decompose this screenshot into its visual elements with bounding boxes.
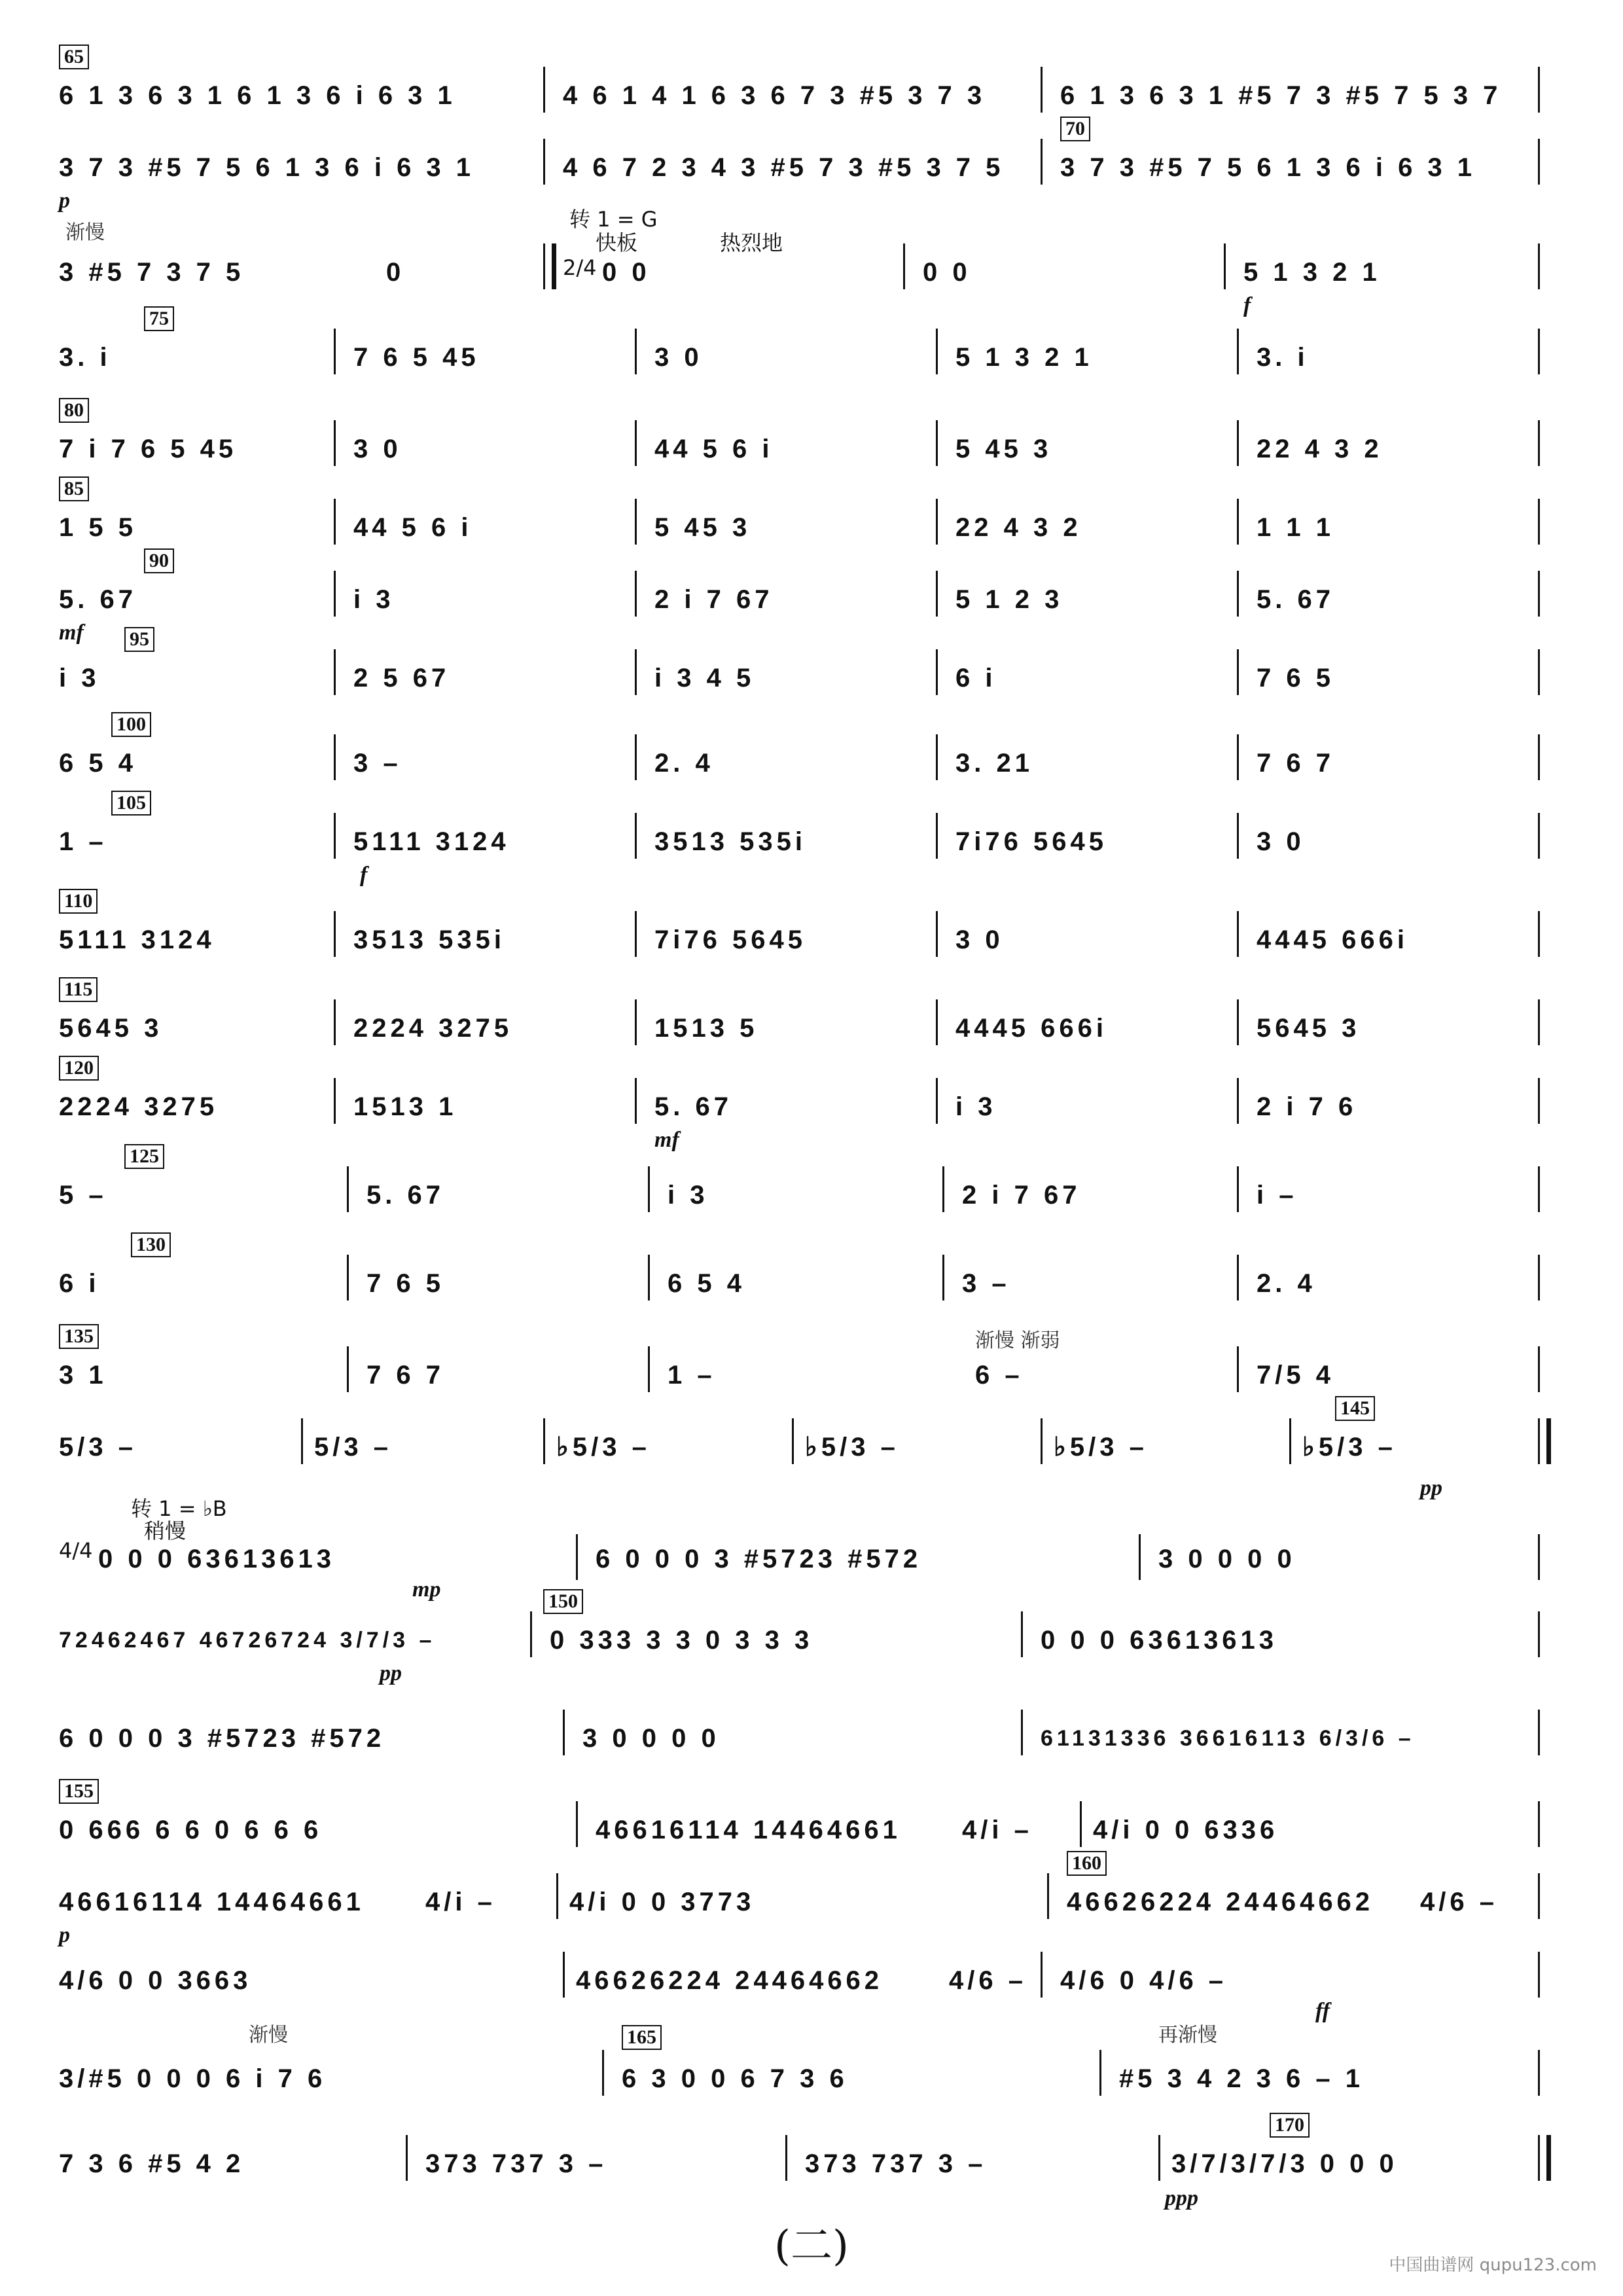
barline xyxy=(936,649,938,695)
measure: 3513 535i xyxy=(654,827,806,856)
measure: 61131336 36616113 6/3/6 – xyxy=(1041,1725,1415,1751)
measure: 44 5 6 i xyxy=(654,434,774,463)
measure-number: 85 xyxy=(59,476,89,501)
measure-number: 110 xyxy=(59,889,98,914)
barline xyxy=(942,1255,944,1300)
barline xyxy=(1538,1873,1540,1919)
barline xyxy=(1237,1346,1239,1392)
measure: 6 3 0 0 6 7 3 6 xyxy=(622,2064,848,2093)
barline xyxy=(1538,571,1540,617)
barline xyxy=(1158,2135,1160,2181)
key-change: 转 1 = ♭B xyxy=(131,1496,227,1521)
barline xyxy=(1237,813,1239,859)
barline xyxy=(936,499,938,545)
barline xyxy=(1538,1710,1540,1755)
measure: 5 1 3 2 1 xyxy=(955,342,1093,372)
measure: 4/i – xyxy=(962,1815,1033,1844)
measure: 5 45 3 xyxy=(654,512,751,542)
barline xyxy=(1538,1078,1540,1124)
measure: 3/#5 0 0 0 6 i 7 6 xyxy=(59,2064,327,2093)
measure: 1 5 5 xyxy=(59,512,137,542)
barline xyxy=(903,243,905,289)
measure: 1 1 1 xyxy=(1257,512,1334,542)
measure: 0 0 xyxy=(923,257,971,287)
measure-number: 90 xyxy=(144,548,174,573)
measure-number: 135 xyxy=(59,1324,99,1349)
barline xyxy=(334,999,336,1045)
measure: 2 i 7 67 xyxy=(654,584,774,614)
time-signature: 2/4 xyxy=(563,255,597,280)
barline xyxy=(347,1255,349,1300)
measure: 22 4 3 2 xyxy=(1257,434,1383,463)
measure: 3 – xyxy=(962,1268,1010,1298)
measure: 22 4 3 2 xyxy=(955,512,1082,542)
measure-number: 80 xyxy=(59,398,89,423)
measure: 5 45 3 xyxy=(955,434,1052,463)
measure: 6 5 4 xyxy=(668,1268,745,1298)
page-number: (二) xyxy=(774,2222,849,2270)
dynamic-mark: pp xyxy=(1420,1476,1442,1500)
system-17 xyxy=(59,1397,1564,1509)
measure: 3. 21 xyxy=(955,748,1033,778)
measure: 5645 3 xyxy=(1257,1013,1361,1043)
measure: 6 0 0 0 3 #5723 #572 xyxy=(596,1544,922,1573)
measure: 3 0 xyxy=(955,925,1004,954)
measure: 0 0 0 63613613 xyxy=(1041,1625,1278,1655)
barline xyxy=(792,1418,794,1464)
tempo-label: 渐慢 xyxy=(65,221,105,244)
system-12 xyxy=(59,978,1564,1090)
measure: 4/i – xyxy=(425,1887,496,1916)
system-19 xyxy=(59,1590,1564,1702)
barline xyxy=(334,420,336,466)
watermark: 中国曲谱网 qupu123.com xyxy=(1389,2255,1597,2275)
measure: 3 0 xyxy=(1257,827,1305,856)
measure: 3 0 0 0 0 xyxy=(1158,1544,1296,1573)
measure: 7 i 7 6 5 45 xyxy=(59,434,238,463)
measure: 5111 3124 xyxy=(353,827,510,856)
barline xyxy=(576,1801,578,1847)
barline xyxy=(1538,999,1540,1045)
barline xyxy=(1538,649,1540,695)
measure-number: 125 xyxy=(124,1144,164,1169)
barline xyxy=(530,1611,532,1657)
barline xyxy=(1538,813,1540,859)
barline xyxy=(1538,499,1540,545)
system-3 xyxy=(59,207,1564,334)
measure: 3/7/3/7/3 0 0 0 xyxy=(1171,2149,1398,2178)
measure: 7 6 7 xyxy=(1257,748,1334,778)
measure-number: 75 xyxy=(144,306,174,331)
barline xyxy=(1538,139,1540,185)
measure-number: 170 xyxy=(1270,2113,1310,2138)
barline xyxy=(1237,571,1239,617)
measure: 7i76 5645 xyxy=(955,827,1107,856)
measure-number: 65 xyxy=(59,45,89,69)
measure: 6 i xyxy=(955,663,997,692)
measure: 1 – xyxy=(668,1360,716,1390)
barline xyxy=(936,1078,938,1124)
barline xyxy=(1538,243,1540,289)
barline xyxy=(1237,1166,1239,1212)
dynamic-mark: ppp xyxy=(1165,2186,1198,2210)
dynamic-mark: mp xyxy=(412,1577,441,1602)
barline xyxy=(648,1255,650,1300)
barline xyxy=(936,911,938,957)
barline xyxy=(1237,999,1239,1045)
measure: 5. 67 xyxy=(654,1092,732,1121)
barline xyxy=(334,813,336,859)
barline xyxy=(347,1346,349,1392)
measure: 5 1 2 3 xyxy=(955,584,1063,614)
barline xyxy=(406,2135,408,2181)
barline xyxy=(1047,1873,1049,1919)
barline xyxy=(1538,1346,1540,1392)
barline xyxy=(942,1166,944,1212)
measure-number: 160 xyxy=(1067,1851,1107,1876)
barline xyxy=(936,329,938,374)
measure: 4/6 – xyxy=(1420,1887,1498,1916)
measure: 7 3 6 #5 4 2 xyxy=(59,2149,245,2178)
barline xyxy=(1538,911,1540,957)
measure: 2224 3275 xyxy=(59,1092,219,1121)
measure: #5 3 4 2 3 6 – 1 xyxy=(1119,2064,1364,2093)
measure: 46616114 14464661 xyxy=(596,1815,901,1844)
tempo-marking: 稍慢 xyxy=(144,1518,187,1543)
barline xyxy=(1538,734,1540,780)
barline xyxy=(1237,649,1239,695)
measure: 4445 666i xyxy=(1257,925,1408,954)
barline xyxy=(1538,1611,1540,1657)
dynamic-mark: f xyxy=(360,863,368,887)
measure: 4 6 1 4 1 6 3 6 7 3 #5 3 7 3 xyxy=(563,81,986,110)
barline xyxy=(1237,734,1239,780)
barline xyxy=(1237,1078,1239,1124)
measure-number: 150 xyxy=(543,1589,583,1614)
tempo-label: 渐慢 xyxy=(249,2024,288,2047)
barline xyxy=(1099,2050,1101,2096)
barline xyxy=(936,734,938,780)
system-14 xyxy=(59,1145,1564,1257)
measure: 44 5 6 i xyxy=(353,512,473,542)
measure-number: 155 xyxy=(59,1779,99,1804)
system-4 xyxy=(59,308,1564,419)
measure: 6 – xyxy=(975,1360,1024,1390)
barline xyxy=(1538,2050,1540,2096)
system-9 xyxy=(59,713,1564,825)
barline xyxy=(1289,1418,1291,1464)
barline xyxy=(563,1710,565,1755)
measure: 7 6 5 xyxy=(1257,663,1334,692)
measure: 2 5 67 xyxy=(353,663,450,692)
dynamic-mark: mf xyxy=(654,1128,679,1152)
barline xyxy=(543,139,545,185)
measure: 6 1 3 6 3 1 6 1 3 6 i 6 3 1 xyxy=(59,81,456,110)
measure: 1513 5 xyxy=(654,1013,758,1043)
barline xyxy=(301,1418,303,1464)
system-11 xyxy=(59,890,1564,1001)
measure-number: 145 xyxy=(1335,1396,1375,1421)
double-barline xyxy=(543,243,556,289)
measure: 6 5 4 xyxy=(59,748,137,778)
measure: 2224 3275 xyxy=(353,1013,513,1043)
measure: 46616114 14464661 xyxy=(59,1887,365,1916)
barline xyxy=(1538,1952,1540,1998)
measure: 3 0 xyxy=(654,342,703,372)
barline xyxy=(1041,67,1043,113)
barline xyxy=(635,999,637,1045)
barline xyxy=(334,571,336,617)
measure: 7 6 7 xyxy=(366,1360,444,1390)
measure: 1513 1 xyxy=(353,1092,457,1121)
barline xyxy=(334,649,336,695)
measure: 5 – xyxy=(59,1180,107,1210)
barline xyxy=(334,1078,336,1124)
system-13 xyxy=(59,1057,1564,1168)
barline xyxy=(635,571,637,617)
dynamic-mark: mf xyxy=(59,620,84,645)
barline xyxy=(347,1166,349,1212)
tempo-label: 再渐慢 xyxy=(1158,2024,1217,2047)
barline xyxy=(334,911,336,957)
dynamic-mark: pp xyxy=(380,1661,402,1685)
barline xyxy=(1237,499,1239,545)
barline xyxy=(1538,67,1540,113)
barline xyxy=(1237,329,1239,374)
measure: 6 1 3 6 3 1 #5 7 3 #5 7 5 3 7 xyxy=(1060,81,1502,110)
dynamic-mark: p xyxy=(59,188,70,213)
measure: 4/i 0 0 3773 xyxy=(569,1887,755,1916)
time-signature: 4/4 xyxy=(59,1538,93,1563)
barline xyxy=(1538,1534,1540,1580)
expression-marking: 热烈地 xyxy=(720,230,783,255)
dynamic-mark: ff xyxy=(1315,1999,1330,2023)
measure: 0 333 3 3 0 3 3 3 xyxy=(550,1625,813,1655)
barline xyxy=(1538,1801,1540,1847)
measure: 1 – xyxy=(59,827,107,856)
barline xyxy=(648,1166,650,1212)
barline xyxy=(543,67,545,113)
measure: 3 – xyxy=(353,748,402,778)
barline xyxy=(1538,420,1540,466)
system-20 xyxy=(59,1715,1564,1800)
measure: 3513 535i xyxy=(353,925,505,954)
key-change: 转 1 = G xyxy=(569,207,658,232)
barline xyxy=(635,420,637,466)
measure: ♭5/3 – xyxy=(1054,1433,1148,1462)
measure: 5111 3124 xyxy=(59,925,215,954)
measure: 7 6 5 xyxy=(366,1268,444,1298)
barline xyxy=(648,1346,650,1392)
system-10 xyxy=(59,792,1564,903)
measure-number: 95 xyxy=(124,627,154,652)
barline xyxy=(543,1418,545,1464)
measure: 5645 3 xyxy=(59,1013,163,1043)
measure: ♭5/3 – xyxy=(805,1433,899,1462)
measure: 7/5 4 xyxy=(1257,1360,1334,1390)
measure: 3 #5 7 3 7 5 xyxy=(59,257,245,287)
tempo-marking: 快板 xyxy=(596,230,638,255)
measure: 3 7 3 #5 7 5 6 1 3 6 i 6 3 1 xyxy=(59,152,475,182)
barline xyxy=(635,813,637,859)
measure: 3 0 xyxy=(353,434,402,463)
measure: ♭5/3 – xyxy=(1302,1433,1397,1462)
measure: 5. 67 xyxy=(59,584,137,614)
barline xyxy=(1021,1611,1023,1657)
measure: 46626224 24464662 xyxy=(576,1965,883,1995)
system-15 xyxy=(59,1234,1564,1345)
barline xyxy=(635,499,637,545)
barline xyxy=(1021,1710,1023,1755)
measure: i 3 xyxy=(353,584,395,614)
measure: 0 0 xyxy=(602,257,651,287)
dynamic-mark: f xyxy=(1243,293,1251,317)
barline xyxy=(1538,1166,1540,1212)
barline xyxy=(1538,1255,1540,1300)
measure: 72462467 46726724 3/7/3 – xyxy=(59,1627,436,1653)
system-22 xyxy=(59,1852,1564,1964)
measure: 373 737 3 – xyxy=(805,2149,987,2178)
measure: 5. 67 xyxy=(1257,584,1334,614)
measure-number: 70 xyxy=(1060,117,1090,141)
measure: i 3 4 5 xyxy=(654,663,755,692)
measure: 2. 4 xyxy=(1257,1268,1316,1298)
barline xyxy=(785,2135,787,2181)
measure: 3 1 xyxy=(59,1360,107,1390)
barline xyxy=(1080,1801,1082,1847)
measure: 4 6 7 2 3 4 3 #5 7 3 #5 3 7 5 xyxy=(563,152,1005,182)
measure: 0 xyxy=(386,257,405,287)
system-7 xyxy=(59,550,1564,661)
measure: 3. i xyxy=(1257,342,1309,372)
barline xyxy=(635,1078,637,1124)
tempo-label: 渐慢 渐弱 xyxy=(975,1329,1060,1352)
measure: 5 1 3 2 1 xyxy=(1243,257,1381,287)
barline xyxy=(635,911,637,957)
measure-number: 105 xyxy=(111,791,151,816)
measure: 4/i 0 0 6336 xyxy=(1093,1815,1279,1844)
measure-number: 165 xyxy=(622,2025,662,2050)
measure-number: 115 xyxy=(59,977,98,1002)
system-5 xyxy=(59,399,1564,511)
measure: 2. 4 xyxy=(654,748,714,778)
measure: 373 737 3 – xyxy=(425,2149,607,2178)
measure: 3. i xyxy=(59,342,111,372)
barline xyxy=(334,329,336,374)
system-18 xyxy=(59,1496,1564,1610)
barline xyxy=(1041,1418,1043,1464)
measure: 7 6 5 45 xyxy=(353,342,480,372)
barline xyxy=(602,2050,604,2096)
measure: 4/6 0 4/6 – xyxy=(1060,1965,1228,1995)
measure: 0 666 6 6 0 6 6 6 xyxy=(59,1815,323,1844)
measure: 5/3 – xyxy=(59,1432,137,1462)
dynamic-mark: p xyxy=(59,1923,70,1947)
measure-number: 100 xyxy=(111,712,151,737)
measure: 7i76 5645 xyxy=(654,925,806,954)
measure: 2 i 7 67 xyxy=(962,1180,1081,1210)
barline xyxy=(936,999,938,1045)
barline xyxy=(556,1873,558,1919)
barline xyxy=(936,420,938,466)
barline xyxy=(1237,1255,1239,1300)
barline xyxy=(936,571,938,617)
barline xyxy=(334,734,336,780)
barline xyxy=(1237,911,1239,957)
final-barline xyxy=(1538,2135,1551,2181)
barline xyxy=(1041,1952,1043,1998)
barline xyxy=(1224,243,1226,289)
measure: 6 i xyxy=(59,1268,100,1298)
measure: 5. 67 xyxy=(366,1180,444,1210)
system-24 xyxy=(59,2024,1564,2140)
measure: i 3 xyxy=(59,663,100,692)
measure: 0 0 0 63613613 xyxy=(98,1544,336,1573)
system-2 xyxy=(59,118,1564,229)
measure: 2 i 7 6 xyxy=(1257,1092,1357,1121)
barline xyxy=(936,813,938,859)
barline xyxy=(334,499,336,545)
measure: 4/6 0 0 3663 xyxy=(59,1965,252,1995)
measure: 5/3 – xyxy=(314,1432,392,1462)
barline xyxy=(1237,420,1239,466)
measure: 6 0 0 0 3 #5723 #572 xyxy=(59,1723,385,1753)
measure: 4/6 – xyxy=(949,1965,1027,1995)
barline xyxy=(635,734,637,780)
barline xyxy=(635,329,637,374)
barline xyxy=(1139,1534,1141,1580)
barline xyxy=(1041,139,1043,185)
measure-number: 130 xyxy=(131,1232,171,1257)
measure: 3 0 0 0 0 xyxy=(582,1723,720,1753)
measure: 3 7 3 #5 7 5 6 1 3 6 i 6 3 1 xyxy=(1060,152,1476,182)
measure: 4445 666i xyxy=(955,1013,1107,1043)
barline xyxy=(635,649,637,695)
barline xyxy=(576,1534,578,1580)
measure-number: 120 xyxy=(59,1056,99,1081)
measure: i – xyxy=(1257,1180,1298,1210)
measure: i 3 xyxy=(668,1180,709,1210)
measure: ♭5/3 – xyxy=(556,1433,651,1462)
measure: 46626224 24464662 xyxy=(1067,1887,1374,1916)
barline xyxy=(563,1952,565,1998)
measure: i 3 xyxy=(955,1092,997,1121)
double-barline xyxy=(1538,1418,1551,1464)
barline xyxy=(1538,329,1540,374)
